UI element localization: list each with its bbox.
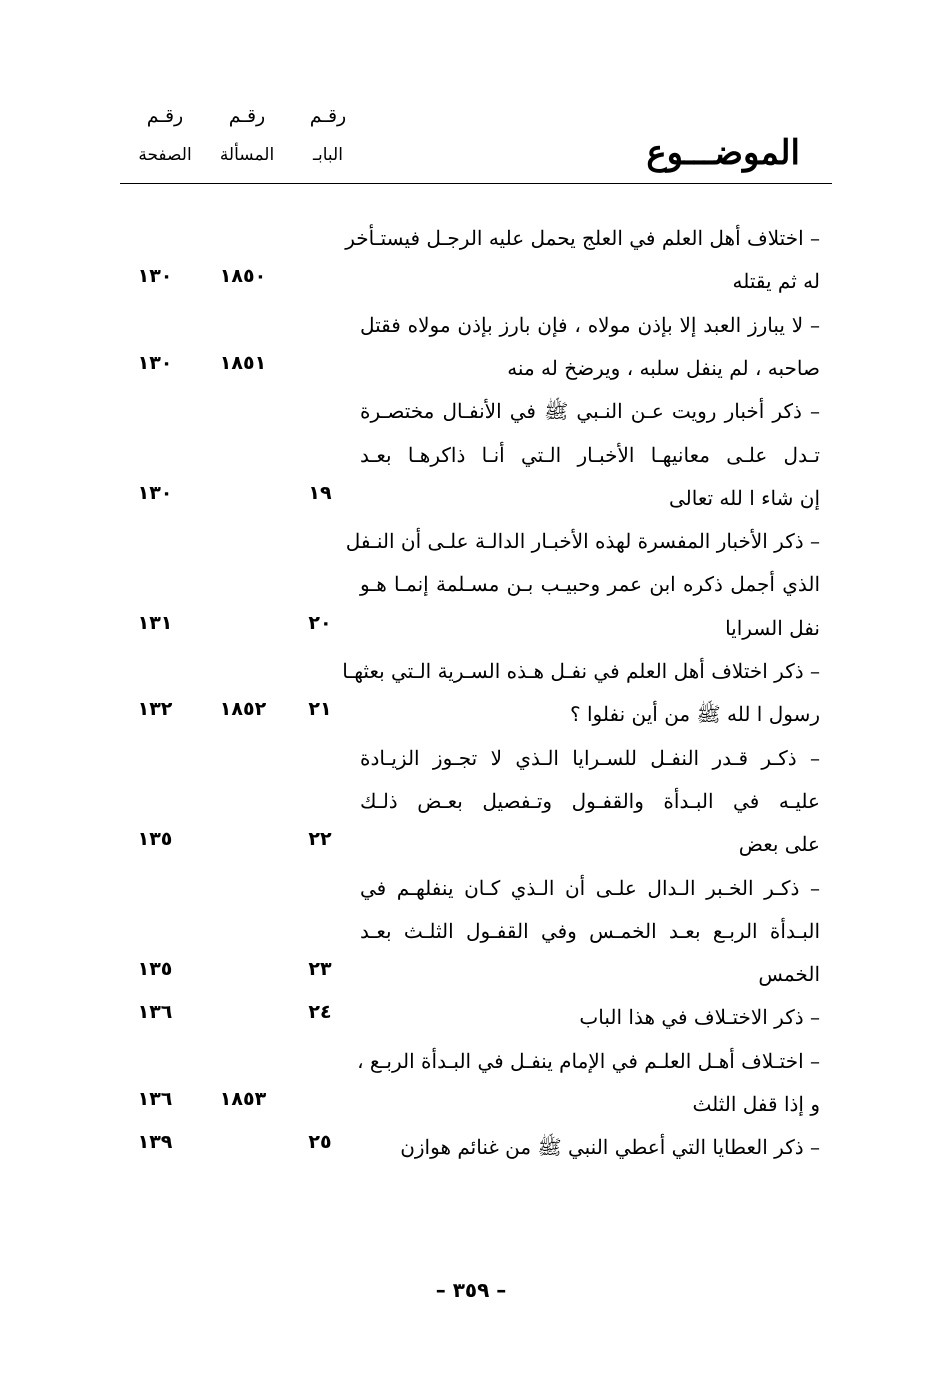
page-number: – ٣٥٩ – xyxy=(435,1278,507,1302)
entry-text-line: الخمس xyxy=(758,962,820,987)
masala-number xyxy=(203,819,283,859)
bab-number: ١٩ xyxy=(308,481,332,504)
masala-number: ١٨٥٢ xyxy=(219,698,267,721)
entry-text-line: إن شاء ا لله تعالى xyxy=(669,485,820,510)
bab-header-line2: البابـ xyxy=(313,145,343,165)
entry-text-line: – ذكـر قـدر النفـل للسـرايا الـذي لا تجـوز الزيـادة xyxy=(360,745,820,770)
bab-number xyxy=(280,343,360,383)
entry-text-line: له ثم يقتله xyxy=(732,269,820,294)
masala-number xyxy=(203,949,283,989)
bab-number xyxy=(280,256,360,296)
page-ref-number: ١٣١ xyxy=(137,611,173,634)
entry-text-line: عليـه في البـدأة والقفـول وتـفصيل بعـض ذلـك xyxy=(360,788,820,813)
bab-number: ٢٣ xyxy=(308,958,332,981)
masala-number xyxy=(203,992,283,1032)
entry-text-line: – ذكر الأخبار المفسرة لهذه الأخبـار الدالـة علـى أن النـفل xyxy=(345,529,820,554)
bab-number: ٢٠ xyxy=(308,611,332,634)
topic-column-title: الموضـــوع xyxy=(646,133,800,173)
bab-number: ٢٢ xyxy=(308,828,332,851)
safha-header-line2: الصفحة xyxy=(138,145,192,165)
page-ref-number: ١٣٢ xyxy=(137,698,173,721)
entry-text-line: – ذكر العطايا التي أعطي النبي ﷺ من غنائم هوازن xyxy=(400,1135,820,1160)
entry-text-line: البـدأة الربـع بعـد الخمـس وفي القفـول الثلـث بعـد xyxy=(360,918,820,943)
entry-text-line: – لا يبارز العبد إلا بإذن مولاه ، فإن بارز بإذن مولاه فقتل xyxy=(360,312,820,337)
masala-number xyxy=(203,1122,283,1162)
page-ref-number: ١٣٦ xyxy=(137,1001,173,1024)
bab-number: ٢١ xyxy=(308,698,332,721)
entry-text-line: – ذكر أخبار رويت عـن النـبي ﷺ في الأنفـال مختصـرة xyxy=(360,399,820,424)
entry-text-line: – ذكر اختلاف أهل العلم في نفـل هـذه السـرية الـتي بعثهـا xyxy=(342,659,820,683)
bab-number xyxy=(280,1079,360,1119)
masala-number: ١٨٥١ xyxy=(219,351,267,374)
masala-header-line1: رقـم xyxy=(228,105,266,127)
page-ref-number: ١٣٦ xyxy=(137,1088,173,1110)
entry-text-line: – ذكـر الخـبر الـدال علـى أن الـذي كـان ينفلهـم في xyxy=(360,875,820,900)
entry-text-line: – اختـلاف أهـل العلـم في الإمام ينفـل في البـدأة الربـع ، xyxy=(357,1048,820,1073)
safha-header-line1: رقـم xyxy=(146,105,184,127)
entry-text-line: تـدل علـى معانيهـا الأخبـار الـتي أنـا ذاكرهـا بعـد xyxy=(360,442,820,467)
page-ref-number: ١٣٥ xyxy=(137,958,173,981)
entry-text-line: على بعض xyxy=(738,832,820,857)
page-ref-number: ١٣٠ xyxy=(137,481,173,504)
entry-text-line: – اختلاف أهل العلم في العلج يحمل عليه الرجـل فيستـأخر xyxy=(345,226,820,250)
masala-number: ١٨٥٠ xyxy=(219,265,267,288)
bab-header-line1: رقـم xyxy=(309,105,347,127)
entry-text-line: رسول ا لله ﷺ من أين نفلوا ؟ xyxy=(569,702,820,727)
masala-number xyxy=(203,603,283,643)
entry-text-line: – ذكر الاختـلاف في هذا الباب xyxy=(579,1005,820,1030)
masala-header-line2: المسألة xyxy=(219,145,275,165)
page-ref-number: ١٣٩ xyxy=(137,1131,173,1154)
bab-number: ٢٥ xyxy=(308,1131,332,1154)
page-ref-number: ١٣٠ xyxy=(137,265,173,288)
masala-number xyxy=(203,473,283,513)
entry-text-line: نفل السرايا xyxy=(725,615,820,640)
page-ref-number: ١٣٠ xyxy=(137,351,173,374)
bab-number: ٢٤ xyxy=(308,1001,332,1024)
page-ref-number: ١٣٥ xyxy=(137,828,173,851)
entry-text-line: صاحبه ، لم ينفل سلبه ، ويرضخ له منه xyxy=(507,355,820,380)
entry-text-line: و إذا قفل الثلث xyxy=(692,1092,820,1116)
entry-text-line: الذي أجمل ذكره ابن عمر وحبيـب بـن مسـلمة إنمـا هـو xyxy=(360,572,820,597)
masala-number: ١٨٥٣ xyxy=(219,1088,267,1110)
